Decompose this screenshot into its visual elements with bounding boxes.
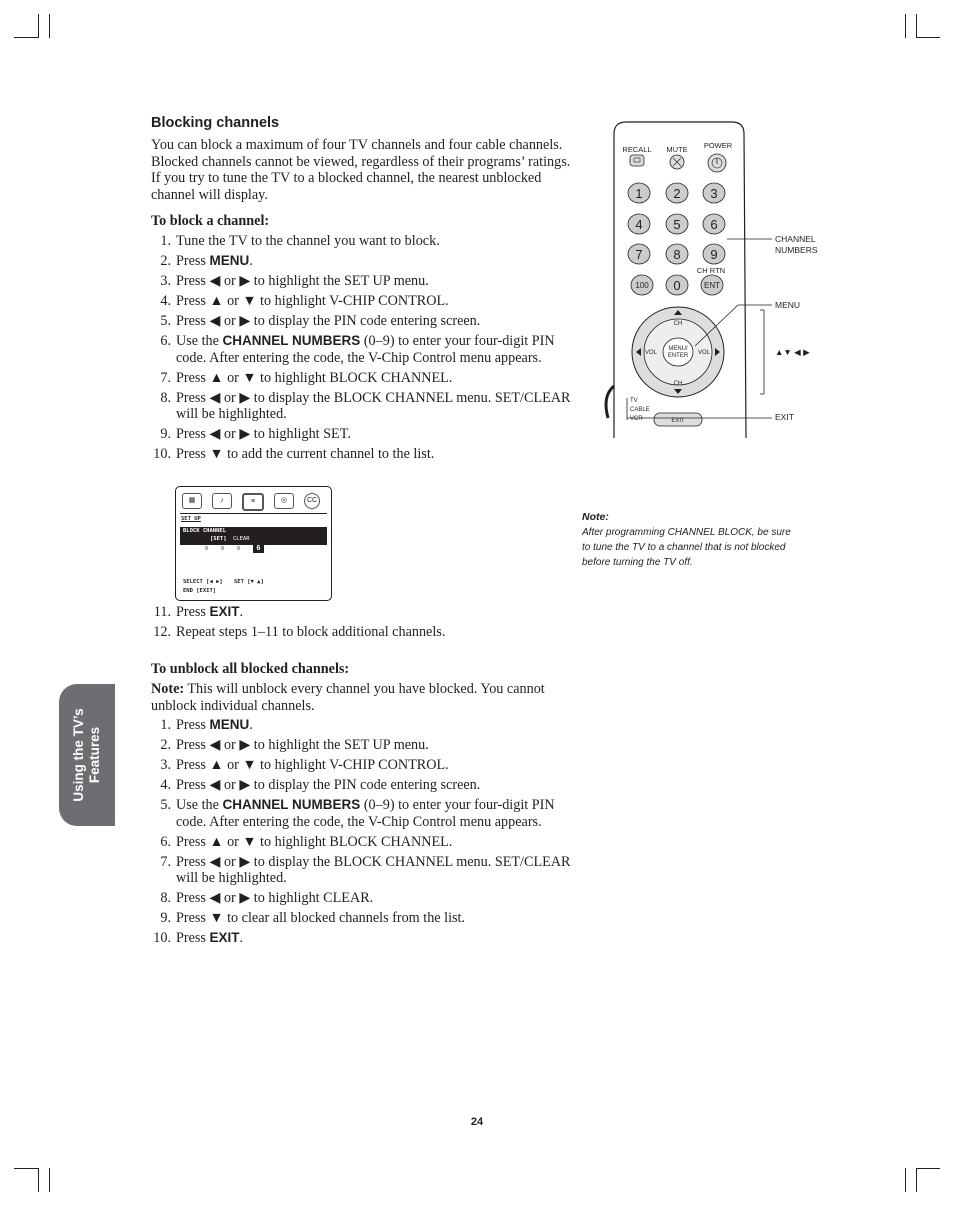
osd-set-label: [SET] [210, 536, 227, 542]
ch-down-label: CH [673, 381, 683, 387]
step-item [151, 370, 571, 387]
step-text: Press [176, 604, 210, 620]
step-item [151, 797, 571, 830]
step-text: Press ◀ or ▶ to display the PIN code entering screen. [176, 313, 481, 329]
switch-tv-label: TV [630, 398, 638, 404]
osd-channel-slot: 0 [237, 546, 241, 552]
intro-paragraph: You can block a maximum of four TV channels and four cable channels. Blocked channels cannot be viewed, regardless of their programs’ ratings. If you try to tune the TV to a blocked channel, the nearest unblocked channel will display. [151, 137, 571, 203]
step-number: 10. [153, 446, 171, 462]
step-text: Press ◀ or ▶ to highlight the SET UP menu. [176, 737, 429, 753]
step-item [151, 604, 571, 621]
side-tab-label: Using the TV’s Features [71, 708, 102, 802]
step-text: Press ▲ or ▼ to highlight V-CHIP CONTROL. [176, 293, 449, 309]
step-item [151, 890, 571, 907]
step-item [151, 293, 571, 310]
page-number: 24 [470, 1116, 484, 1128]
digit-label: 3 [710, 186, 718, 201]
digit-label: 6 [710, 217, 718, 232]
step-button-name: CHANNEL NUMBERS [222, 333, 361, 348]
step-text: Press ◀ or ▶ to highlight CLEAR. [176, 890, 374, 906]
step-item [151, 253, 571, 270]
ent-label: ENT [704, 281, 720, 290]
step-text-after: . [249, 717, 253, 733]
vol-right-label: VOL [697, 350, 711, 356]
step-number: 8. [160, 389, 171, 406]
step-text: Use the [176, 333, 223, 349]
digit-label: 0 [673, 278, 681, 293]
osd-menu-title: SET UP [181, 516, 201, 522]
step-button-name: CHANNEL NUMBERS [222, 797, 361, 812]
digit-label: 7 [635, 247, 643, 262]
digit-label: 2 [673, 186, 681, 201]
hundred-label: 100 [635, 281, 649, 290]
step-text: Repeat steps 1–11 to block additional channels. [176, 624, 446, 640]
osd-channel-slot: 0 [205, 546, 209, 552]
step-text-after: (0–9) to enter your four-digit PIN code. After entering the code, the V-Chip Control menu appears. [176, 797, 555, 830]
step-number: 10. [153, 930, 171, 946]
callout-channel-numbers: CHANNEL NUMBERS [775, 234, 818, 255]
step-number: 7. [160, 369, 171, 386]
digit-label: 4 [635, 217, 643, 232]
step-number: 5. [160, 797, 171, 813]
step-item [151, 737, 571, 754]
block-steps-list [151, 233, 571, 466]
audio-icon: ♪ [212, 493, 232, 509]
exit-button-label: EXIT [671, 418, 685, 424]
step-button-name: EXIT [209, 930, 240, 945]
setup-icon: ≡ [242, 493, 264, 511]
step-number: 5. [160, 313, 171, 329]
osd-block-channel-screen [175, 486, 332, 601]
callout-exit: EXIT [775, 412, 794, 422]
unblock-note-text: This will unblock every channel you have blocked. You cannot unblock individual channels. [151, 681, 545, 714]
note-box [582, 510, 797, 570]
step-text-after: (0–9) to enter your four-digit PIN code. After entering the code, the V-Chip Control menu appears. [176, 333, 555, 366]
step-item [151, 854, 571, 887]
osd-channel-slot: 0 [221, 546, 225, 552]
step-number: 3. [160, 757, 171, 773]
step-button-name: EXIT [209, 604, 240, 619]
note-label: Note: [582, 511, 609, 523]
menu-enter-label: ENTER [667, 353, 689, 359]
step-text: Press ▼ to add the current channel to the list. [176, 446, 435, 462]
recall-label: RECALL [622, 145, 652, 154]
step-text: Press ◀ or ▶ to highlight SET. [176, 426, 351, 442]
step-text: Press ▲ or ▼ to highlight BLOCK CHANNEL. [176, 833, 453, 850]
theater-icon: ◎ [274, 493, 294, 509]
step-number: 11. [153, 604, 171, 620]
step-text-after: . [239, 930, 244, 946]
step-item [151, 233, 571, 250]
step-number: 4. [160, 293, 171, 309]
step-text-after: . [249, 253, 253, 269]
step-text: Press ◀ or ▶ to display the BLOCK CHANNEL menu. SET/CLEAR will be highlighted. [176, 853, 571, 886]
step-text: Press [176, 253, 210, 269]
digit-label: 5 [673, 217, 681, 232]
step-item [151, 333, 571, 366]
step-item [151, 446, 571, 463]
step-item [151, 777, 571, 794]
step-number: 1. [160, 233, 171, 249]
step-number: 6. [160, 333, 171, 349]
unblock-note-label: Note: [151, 681, 185, 697]
step-text: Press ▲ or ▼ to highlight V-CHIP CONTROL. [176, 757, 449, 773]
callout-arrows: ▲▼ ◀ ▶ [775, 347, 810, 357]
unblock-subheading: To unblock all blocked channels: [151, 661, 350, 677]
step-item [151, 717, 571, 734]
step-item [151, 624, 571, 641]
step-button-name: MENU [209, 717, 250, 732]
step-item [151, 313, 571, 330]
step-item [151, 426, 571, 443]
switch-vcr-label: VCR [630, 416, 643, 422]
ch-rtn-label: CH RTN [696, 266, 726, 275]
menu-enter-label: MENU/ [668, 346, 688, 352]
power-label: POWER [703, 141, 733, 150]
osd-set-hint: SET [▼ ▲] [234, 579, 264, 585]
step-item [151, 273, 571, 290]
osd-select-hint: SELECT [◀ ▶] [183, 579, 223, 585]
step-item [151, 834, 571, 851]
step-text-after: . [239, 604, 244, 620]
step-number: 3. [160, 273, 171, 289]
step-number: 8. [160, 890, 171, 906]
step-item [151, 390, 571, 423]
digit-label: 1 [635, 186, 643, 201]
recall-button [630, 155, 644, 166]
step-item [151, 910, 571, 927]
cc-icon: CC [304, 493, 320, 509]
step-number: 2. [160, 737, 171, 753]
unblock-steps-list [151, 717, 571, 950]
osd-clear-label: CLEAR [233, 536, 250, 542]
step-number: 1. [160, 717, 171, 733]
step-number: 4. [160, 777, 171, 793]
mute-label: MUTE [666, 145, 688, 154]
digit-label: 8 [673, 247, 681, 262]
step-text: Press [176, 930, 210, 946]
block-subheading: To block a channel: [151, 213, 270, 229]
step-number: 9. [160, 426, 171, 442]
step-item [151, 757, 571, 774]
block-steps-after-list [151, 604, 571, 644]
switch-cable-label: CABLE [630, 407, 650, 413]
step-number: 7. [160, 853, 171, 870]
picture-icon: ▦ [182, 493, 202, 509]
step-number: 9. [160, 910, 171, 926]
step-text: Press ◀ or ▶ to display the BLOCK CHANNEL menu. SET/CLEAR will be highlighted. [176, 389, 571, 422]
step-item [151, 930, 571, 947]
callout-menu: MENU [775, 300, 801, 310]
digit-label: 9 [710, 247, 718, 262]
step-text: Press [176, 717, 210, 733]
unblock-note [151, 681, 571, 714]
step-text: Press ◀ or ▶ to highlight the SET UP menu. [176, 273, 429, 289]
remote-control-illustration [600, 118, 840, 443]
step-number: 2. [160, 253, 171, 269]
step-text: Press ◀ or ▶ to display the PIN code entering screen. [176, 777, 481, 793]
menu-enter-button [663, 338, 693, 366]
step-text: Press ▲ or ▼ to highlight BLOCK CHANNEL. [176, 369, 453, 386]
step-number: 12. [153, 624, 171, 640]
step-text: Use the [176, 797, 223, 813]
osd-channel-slot-active: 6 [253, 544, 264, 553]
osd-row-title: BLOCK CHANNEL [183, 528, 227, 534]
osd-end-hint: END [EXIT] [183, 588, 217, 594]
step-number: 6. [160, 833, 171, 850]
step-text: Press ▼ to clear all blocked channels from the list. [176, 910, 466, 926]
step-text: Tune the TV to the channel you want to block. [176, 233, 440, 249]
section-heading: Blocking channels [151, 115, 280, 131]
side-tab [59, 684, 115, 826]
step-button-name: MENU [209, 253, 250, 268]
note-text: After programming CHANNEL BLOCK, be sure to tune the TV to a channel that is not blocked before turning the TV off. [582, 527, 791, 568]
vol-left-label: VOL [644, 350, 658, 356]
ch-up-label: CH [673, 321, 683, 327]
